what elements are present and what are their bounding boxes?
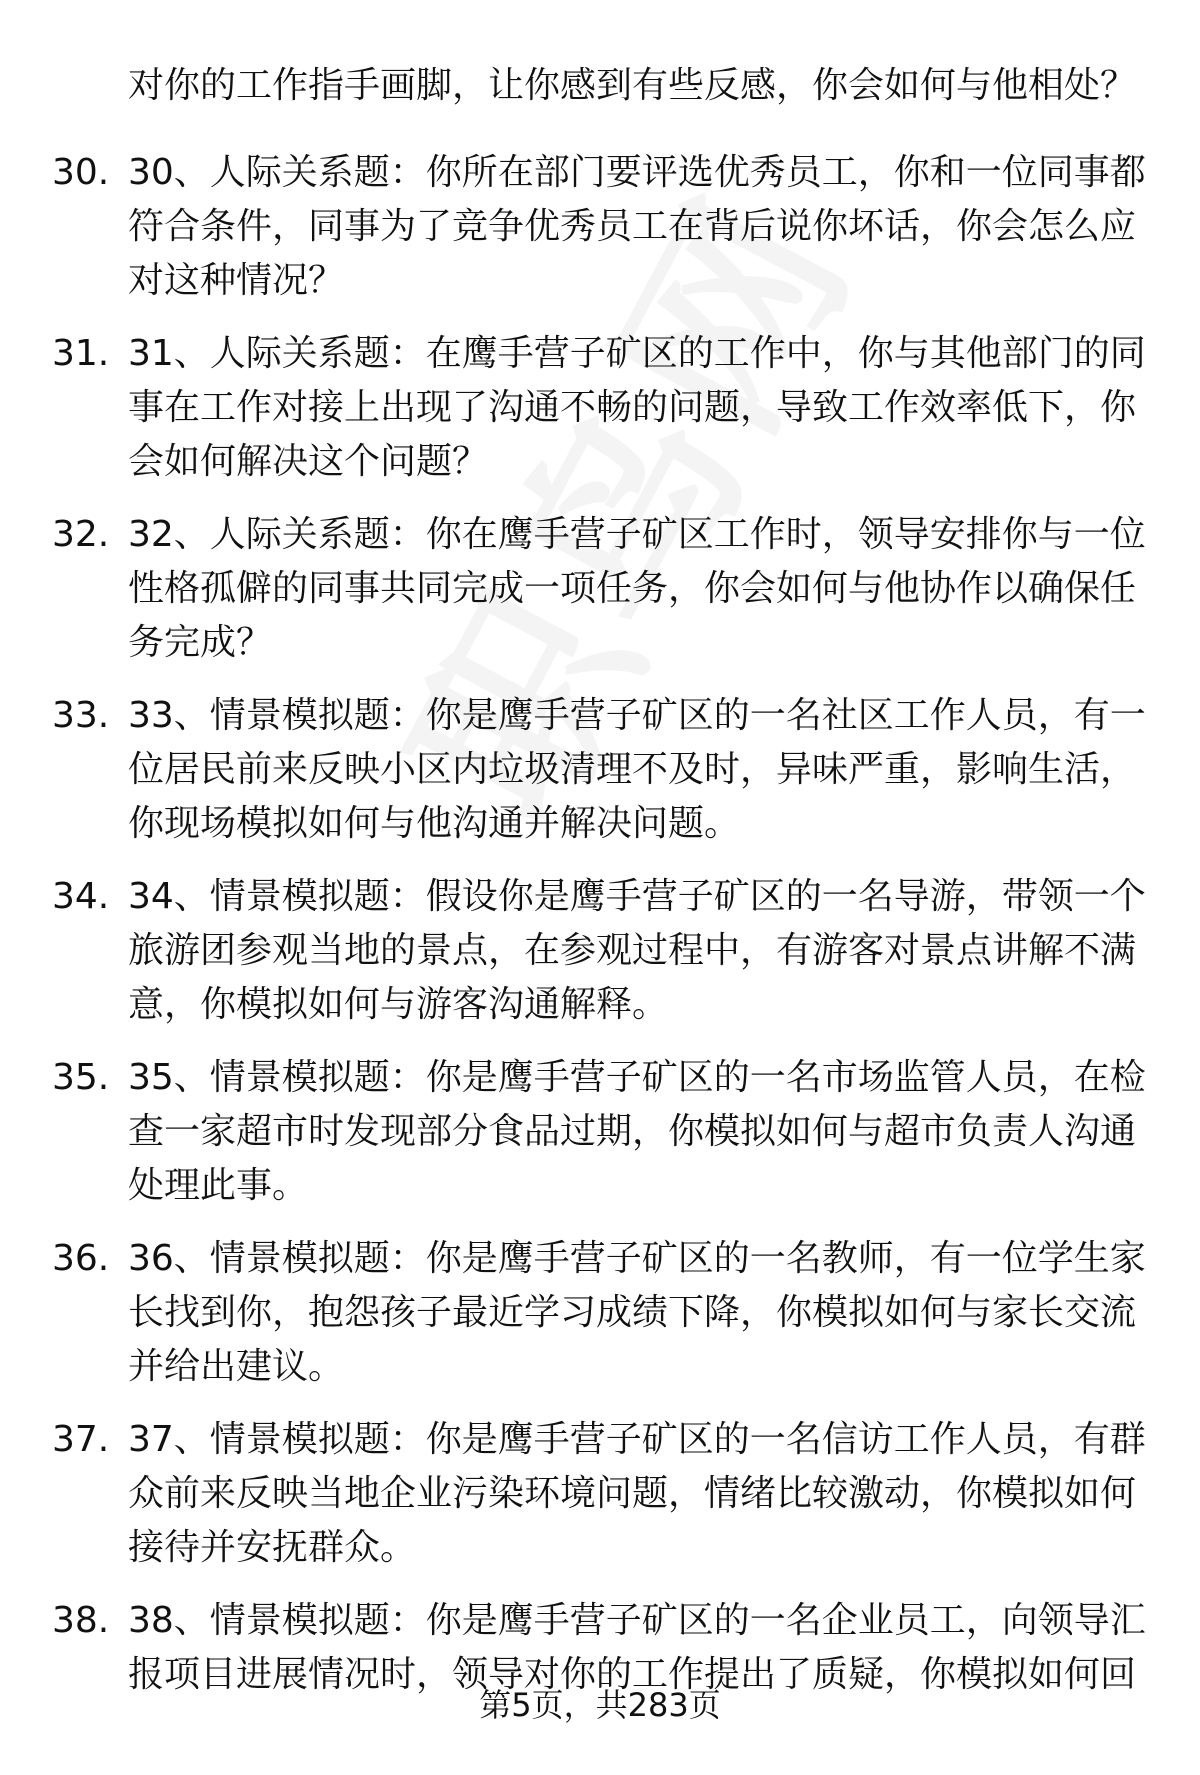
question-text: 30、人际关系题：你所在部门要评选优秀员工，你和一位同事都 符合条件，同事为了竞争优秀员工在背后说你坏话，你会怎么应 对这种情况？ — [128, 152, 1146, 301]
question-text: 34、情景模拟题：假设你是鹰手营子矿区的一名导游，带领一个 旅游团参观当地的景点，在参观过程中，有游客对景点讲解不满 意，你模拟如何与游客沟通解释。 — [128, 876, 1146, 1025]
question-item — [0, 1232, 1200, 1392]
continued-question-text: 对你的工作指手画脚，让你感到有些反感，你会如何与他相处？ — [128, 65, 1137, 106]
question-item — [0, 146, 1200, 306]
question-list — [0, 146, 1200, 1775]
question-item — [0, 1594, 1200, 1754]
page-footer: 第5页，共283页 — [479, 1686, 721, 1724]
question-number: 35. — [52, 1057, 110, 1098]
question-number: 30. — [52, 152, 110, 193]
question-item — [0, 870, 1200, 1030]
question-number: 37. — [52, 1419, 110, 1460]
question-item — [0, 1051, 1200, 1211]
question-text: 38、情景模拟题：你是鹰手营子矿区的一名企业员工，向领导汇 报项目进展情况时，领导对你的工作提出了质疑，你模拟如何回 — [128, 1600, 1146, 1695]
question-text: 37、情景模拟题：你是鹰手营子矿区的一名信访工作人员，有群 众前来反映当地企业污染环境问题，情绪比较激动，你模拟如何 接待并安抚群众。 — [128, 1419, 1146, 1568]
question-number: 33. — [52, 695, 110, 736]
question-item — [0, 508, 1200, 668]
question-number: 38. — [52, 1600, 110, 1641]
question-item — [0, 327, 1200, 487]
question-text: 31、人际关系题：在鹰手营子矿区的工作中，你与其他部门的同 事在工作对接上出现了沟通不畅的问题，导致工作效率低下，你 会如何解决这个问题？ — [128, 333, 1146, 482]
question-text: 35、情景模拟题：你是鹰手营子矿区的一名市场监管人员，在检 查一家超市时发现部分食品过期，你模拟如何与超市负责人沟通 处理此事。 — [128, 1057, 1146, 1206]
question-text: 32、人际关系题：你在鹰手营子矿区工作时，领导安排你与一位 性格孤僻的同事共同完成一项任务，你会如何与他协作以确保任 务完成？ — [128, 514, 1146, 663]
question-number: 36. — [52, 1238, 110, 1279]
question-number: 32. — [52, 514, 110, 555]
question-text: 33、情景模拟题：你是鹰手营子矿区的一名社区工作人员，有一 位居民前来反映小区内垃圾清理不及时，异味严重，影响生活， 你现场模拟如何与他沟通并解决问题。 — [128, 695, 1146, 844]
question-item — [0, 1413, 1200, 1573]
question-item — [0, 689, 1200, 849]
question-number: 34. — [52, 876, 110, 917]
question-text: 36、情景模拟题：你是鹰手营子矿区的一名教师，有一位学生家 长找到你，抱怨孩子最近学习成绩下降，你模拟如何与家长交流 并给出建议。 — [128, 1238, 1146, 1387]
question-number: 31. — [52, 333, 110, 374]
